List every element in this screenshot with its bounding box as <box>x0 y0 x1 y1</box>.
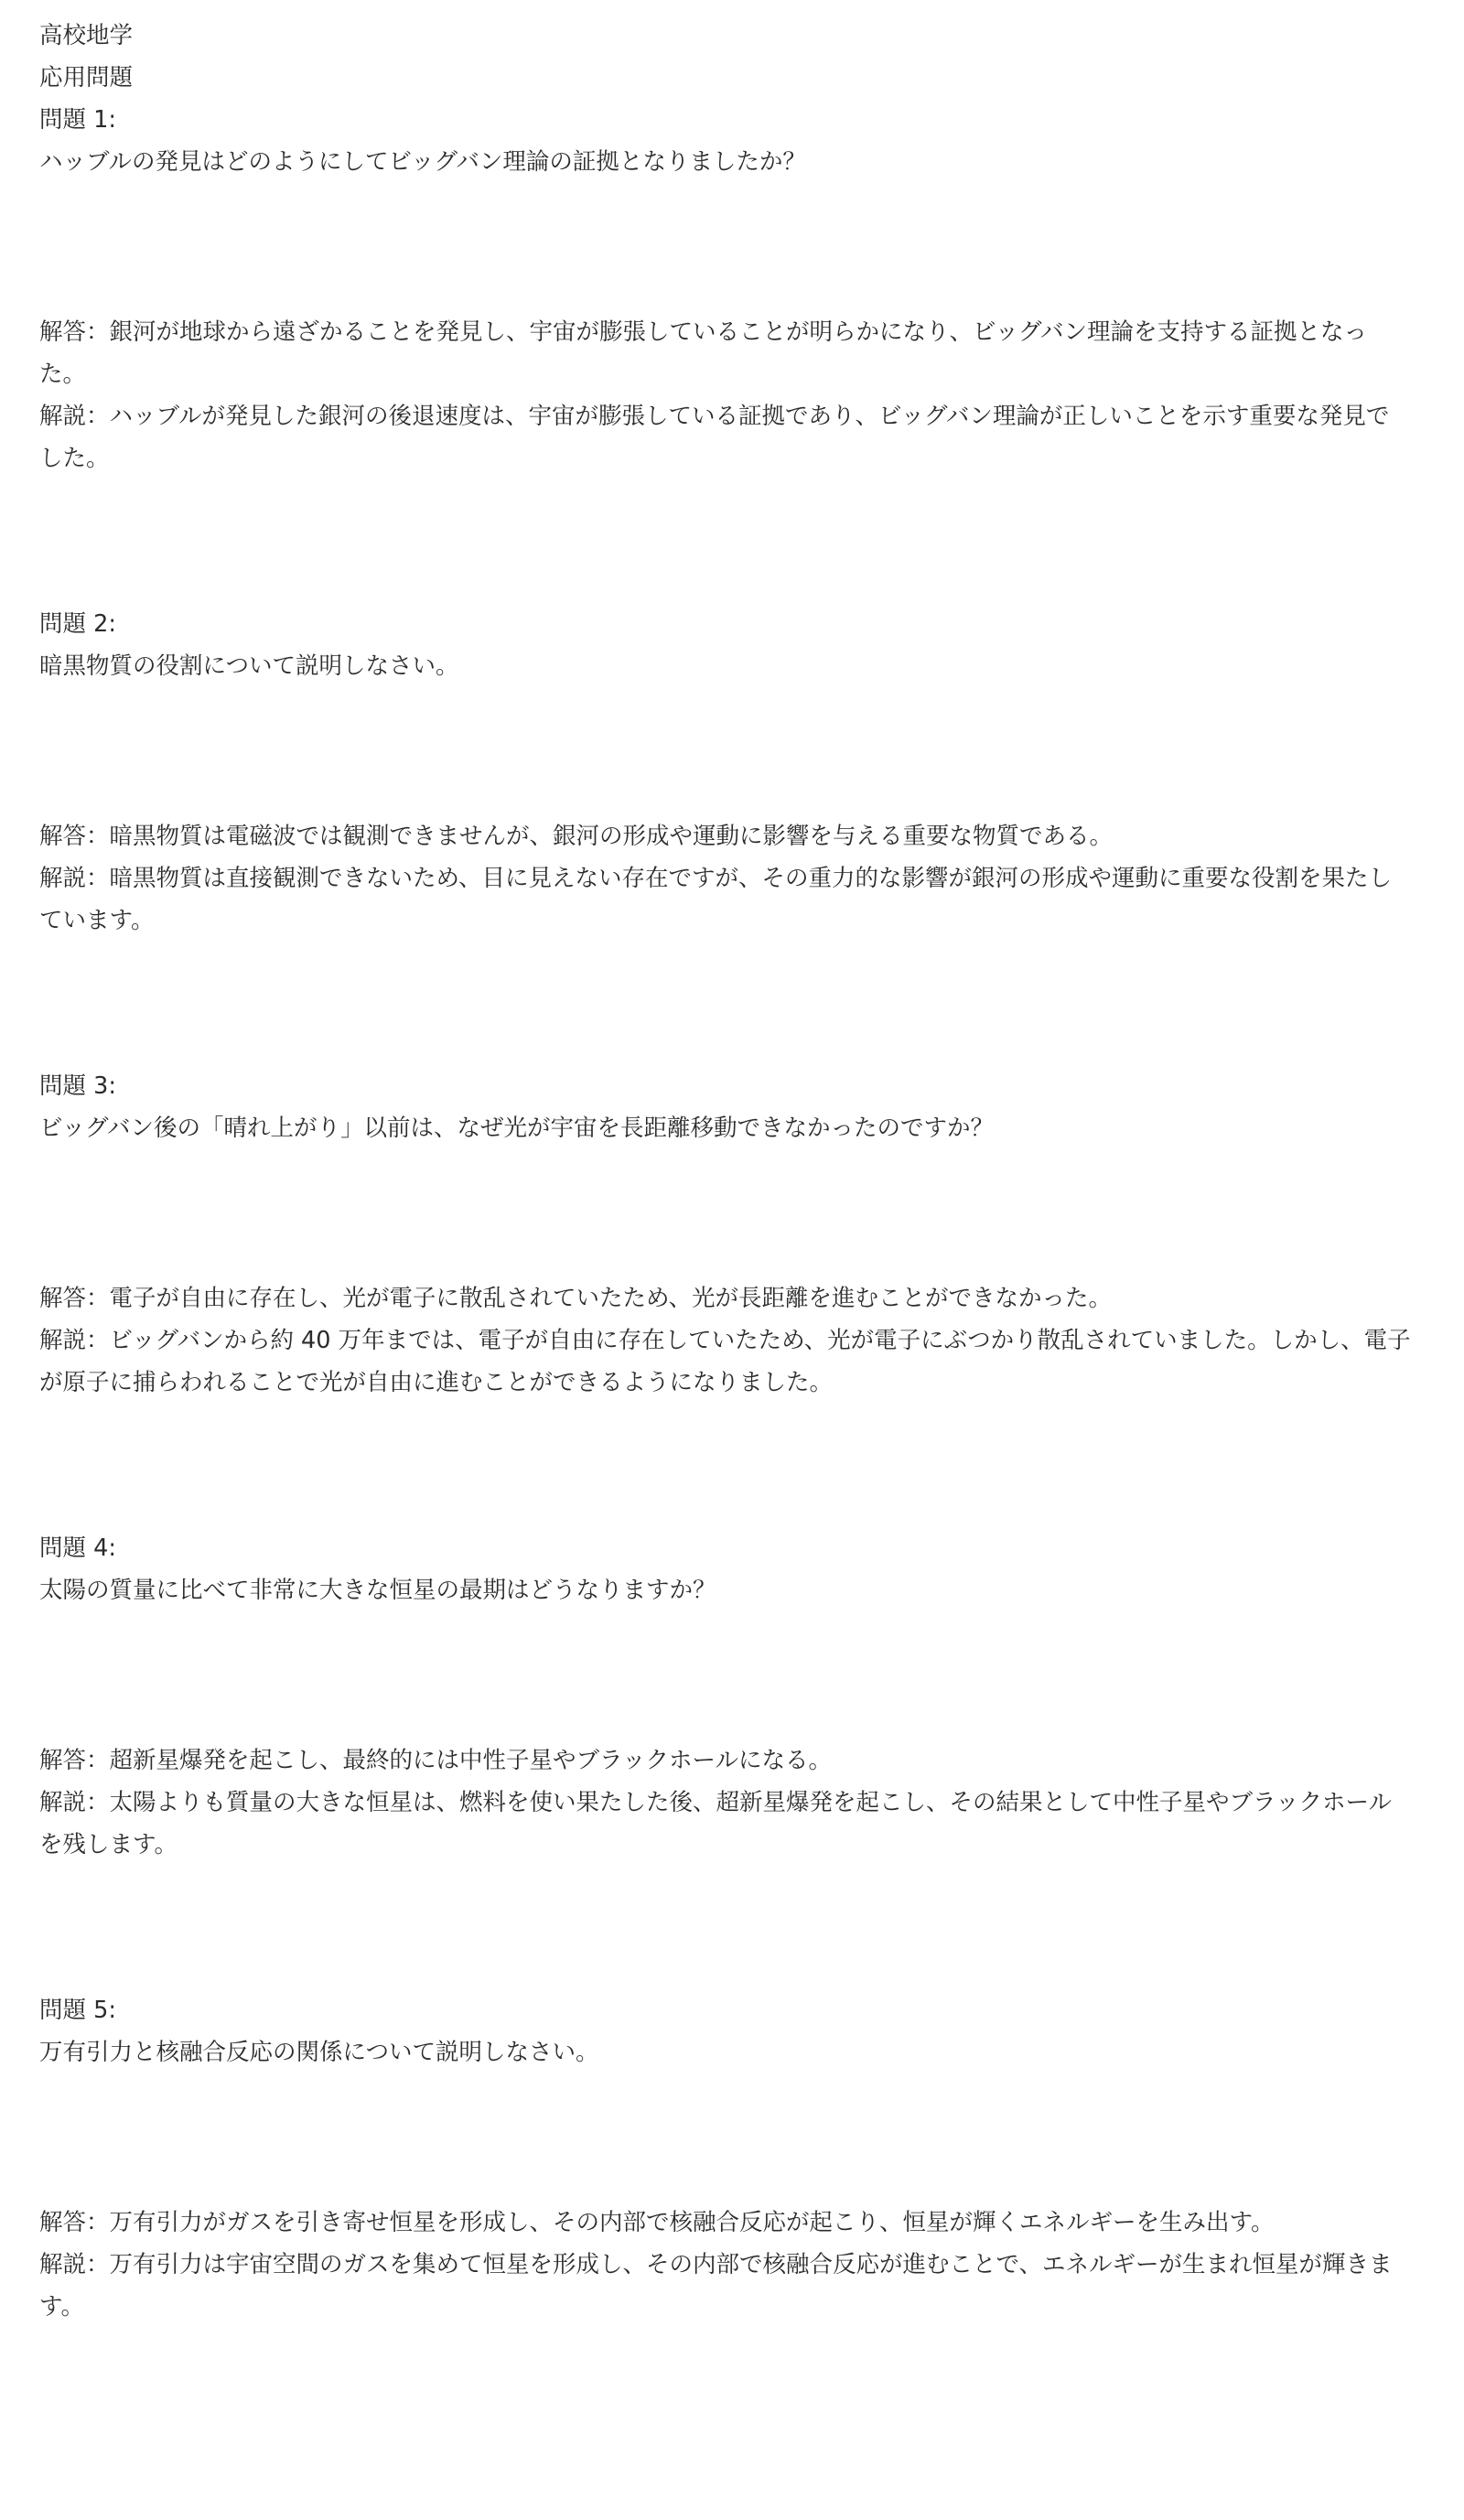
question-block-1 <box>39 99 1421 603</box>
question-text: 暗黒物質の役割について説明しなさい。 <box>39 652 459 680</box>
explanation-text: 解説：ビッグバンから約 40 万年までは、電子が自由に存在していたため、光が電子にぶつかり散乱されていました。しかし、電子が原子に捕らわれることで光が自由に進むことができるようになりました。 <box>39 1327 1411 1396</box>
question-label: 問題 1: <box>39 106 116 134</box>
document-header <box>39 15 1421 99</box>
answer-text: 解答：銀河が地球から遠ざかることを発見し、宇宙が膨張していることが明らかになり、ビッグバン理論を支持する証拠となった。 <box>39 318 1367 388</box>
subject-title: 高校地学 <box>39 22 134 49</box>
explanation-text: 解説：太陽よりも質量の大きな恒星は、燃料を使い果たした後、超新星爆発を起こし、その結果として中性子星やブラックホールを残します。 <box>39 1789 1392 1858</box>
explanation-text: 解説：暗黒物質は直接観測できないため、目に見えない存在ですが、その重力的な影響が銀河の形成や運動に重要な役割を果たしています。 <box>39 865 1392 934</box>
question-label: 問題 3: <box>39 1072 116 1100</box>
question-label: 問題 5: <box>39 1997 116 2024</box>
document-page <box>39 15 1421 2328</box>
answer-text: 解答：万有引力がガスを引き寄せ恒星を形成し、その内部で核融合反応が起こり、恒星が輝くエネルギーを生み出す。 <box>39 2209 1275 2236</box>
question-text: ビッグバン後の「晴れ上がり」以前は、なぜ光が宇宙を長距離移動できなかったのですか？ <box>39 1115 994 1142</box>
section-title: 応用問題 <box>39 64 134 92</box>
question-block-4 <box>39 1527 1421 1989</box>
question-text: 太陽の質量に比べて非常に大きな恒星の最期はどうなりますか？ <box>39 1577 716 1604</box>
question-block-3 <box>39 1065 1421 1527</box>
question-block-5 <box>39 1989 1421 2328</box>
question-block-2 <box>39 603 1421 1065</box>
answer-text: 解答：電子が自由に存在し、光が電子に散乱されていたため、光が長距離を進むことができなかった。 <box>39 1285 1112 1312</box>
question-label: 問題 4: <box>39 1535 116 1562</box>
question-label: 問題 2: <box>39 610 116 638</box>
question-text: ハッブルの発見はどのようにしてビッグバン理論の証拠となりましたか？ <box>39 148 806 176</box>
question-text: 万有引力と核融合反応の関係について説明しなさい。 <box>39 2039 599 2066</box>
explanation-text: 解説：万有引力は宇宙空間のガスを集めて恒星を形成し、その内部で核融合反応が進むことで、エネルギーが生まれ恒星が輝きます。 <box>39 2251 1393 2321</box>
explanation-text: 解説：ハッブルが発見した銀河の後退速度は、宇宙が膨張している証拠であり、ビッグバン理論が正しいことを示す重要な発見でした。 <box>39 403 1390 472</box>
answer-text: 解答：暗黒物質は電磁波では観測できませんが、銀河の形成や運動に影響を与える重要な物質である。 <box>39 823 1114 850</box>
answer-text: 解答：超新星爆発を起こし、最終的には中性子星やブラックホールになる。 <box>39 1747 832 1774</box>
